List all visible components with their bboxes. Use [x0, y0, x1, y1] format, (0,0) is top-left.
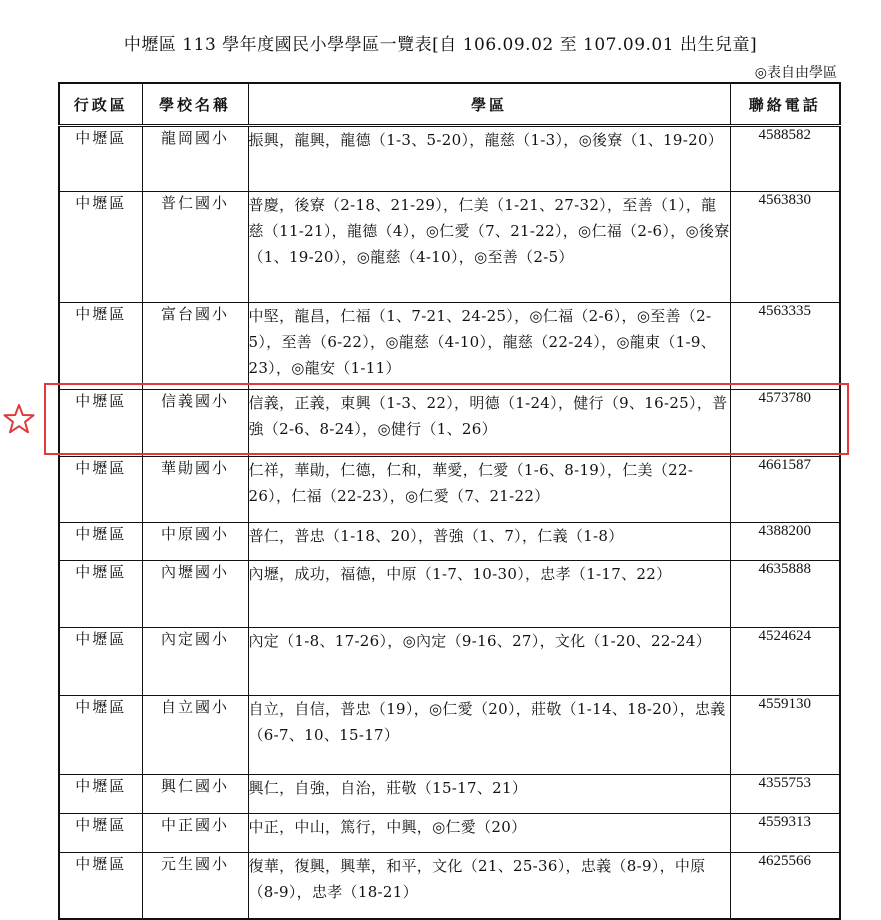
free-district-note: ◎表自由學區: [754, 65, 837, 81]
admin-cell: 中壢區: [59, 775, 142, 814]
phone-cell: 4661587: [730, 457, 840, 523]
admin-cell: 中壢區: [59, 303, 142, 390]
admin-cell: 中壢區: [59, 696, 142, 775]
school-cell: 普仁國小: [142, 192, 248, 303]
table-row: [59, 628, 840, 696]
document-title: 中壢區 113 學年度國民小學學區一覽表[自 106.09.02 至 107.09.01 出生兒童]: [123, 35, 758, 55]
school-cell: 元生國小: [142, 853, 248, 919]
header-school: 學校名稱: [142, 83, 248, 126]
admin-cell: 中壢區: [59, 814, 142, 853]
table-header-row: [59, 83, 840, 126]
table-row: [59, 814, 840, 853]
table-row: [59, 696, 840, 775]
area-cell: 內定（1-8、17-26），◎內定（9-16、27），文化（1-20、22-24）: [248, 628, 730, 696]
area-cell: 內壢，成功，福德，中原（1-7、10-30），忠孝（1-17、22）: [248, 561, 730, 628]
table-row: [59, 192, 840, 303]
phone-cell: 4524624: [730, 628, 840, 696]
area-cell: 振興，龍興，龍德（1-3、5-20），龍慈（1-3），◎後寮（1、19-20）: [248, 126, 730, 192]
table-row: [59, 126, 840, 192]
admin-cell: 中壢區: [59, 390, 142, 457]
area-cell: 中正，中山，篤行，中興，◎仁愛（20）: [248, 814, 730, 853]
area-cell: 復華，復興，興華，和平，文化（21、25-36），忠義（8-9），中原（8-9），忠孝（18-21）: [248, 853, 730, 919]
admin-cell: 中壢區: [59, 561, 142, 628]
admin-cell: 中壢區: [59, 853, 142, 919]
school-cell: 內壢國小: [142, 561, 248, 628]
table-row: [59, 303, 840, 390]
school-cell: 華勛國小: [142, 457, 248, 523]
area-cell: 自立，自信，普忠（19），◎仁愛（20），莊敬（1-14、18-20），忠義（6-7、10、15-17）: [248, 696, 730, 775]
admin-cell: 中壢區: [59, 457, 142, 523]
school-cell: 中正國小: [142, 814, 248, 853]
admin-cell: 中壢區: [59, 523, 142, 561]
area-cell: 中堅，龍昌，仁福（1、7-21、24-25），◎仁福（2-6），◎至善（2-5），至善（6-22），◎龍慈（4-10），龍慈（22-24），◎龍東（1-9、23），◎龍安（1-11）: [248, 303, 730, 390]
school-cell: 自立國小: [142, 696, 248, 775]
table-row: [59, 457, 840, 523]
area-cell: 興仁，自強，自治，莊敬（15-17、21）: [248, 775, 730, 814]
header-phone: 聯絡電話: [730, 83, 840, 126]
school-cell: 信義國小: [142, 390, 248, 457]
school-cell: 中原國小: [142, 523, 248, 561]
table-row: [59, 853, 840, 919]
area-cell: 普慶，後寮（2-18、21-29），仁美（1-21、27-32），至善（1），龍慈（11-21），龍德（4），◎仁愛（7、21-22），◎仁福（2-6），◎後寮（1、19-20），◎龍慈（4-10），◎至善（2-5）: [248, 192, 730, 303]
area-cell: 普仁，普忠（1-18、20），普強（1、7），仁義（1-8）: [248, 523, 730, 561]
school-cell: 內定國小: [142, 628, 248, 696]
area-cell: 仁祥，華勛，仁德，仁和，華愛，仁愛（1-6、8-19），仁美（22-26），仁福（22-23），◎仁愛（7、21-22）: [248, 457, 730, 523]
header-admin: 行政區: [59, 83, 142, 126]
admin-cell: 中壢區: [59, 628, 142, 696]
school-district-table: [58, 82, 841, 920]
phone-cell: 4635888: [730, 561, 840, 628]
phone-cell: 4563335: [730, 303, 840, 390]
star-outline-icon: [2, 402, 36, 436]
phone-cell: 4588582: [730, 126, 840, 192]
area-cell: 信義，正義，東興（1-3、22），明德（1-24），健行（9、16-25），普強（2-6、8-24），◎健行（1、26）: [248, 390, 730, 457]
phone-cell: 4355753: [730, 775, 840, 814]
phone-cell: 4573780: [730, 390, 840, 457]
phone-cell: 4559313: [730, 814, 840, 853]
admin-cell: 中壢區: [59, 192, 142, 303]
table-row: [59, 561, 840, 628]
phone-cell: 4559130: [730, 696, 840, 775]
phone-cell: 4625566: [730, 853, 840, 919]
table-row: [59, 775, 840, 814]
table-row: [59, 390, 840, 457]
admin-cell: 中壢區: [59, 126, 142, 192]
school-cell: 富台國小: [142, 303, 248, 390]
table-row: [59, 523, 840, 561]
school-cell: 龍岡國小: [142, 126, 248, 192]
school-cell: 興仁國小: [142, 775, 248, 814]
phone-cell: 4563830: [730, 192, 840, 303]
header-area: 學區: [248, 83, 730, 126]
phone-cell: 4388200: [730, 523, 840, 561]
